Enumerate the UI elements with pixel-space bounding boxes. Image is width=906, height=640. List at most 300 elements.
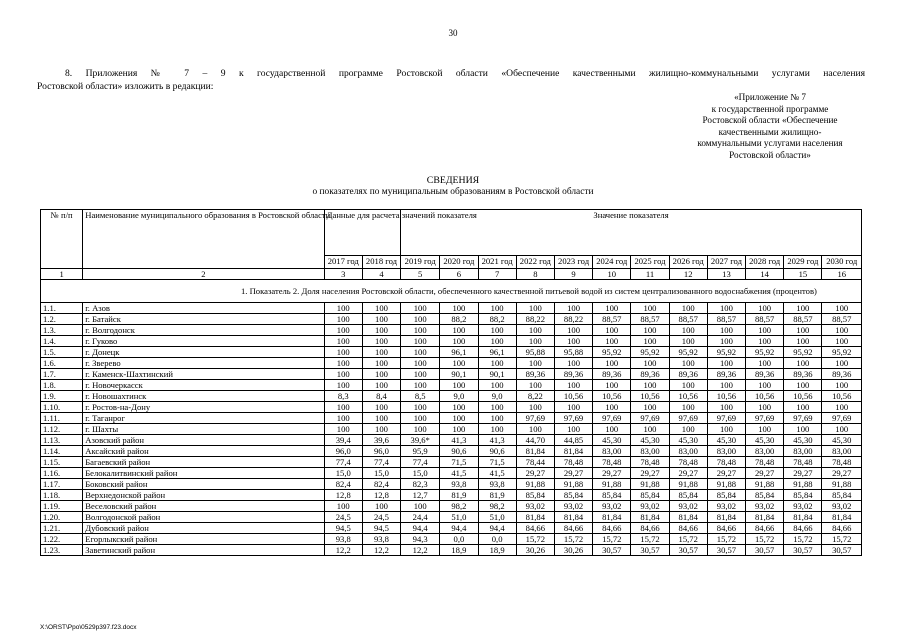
- value-cell: 100: [554, 303, 592, 314]
- value-cell: 71,5: [478, 457, 516, 468]
- value-cell: 12,7: [401, 490, 440, 501]
- municipality-name: Белокалитвинский район: [83, 468, 324, 479]
- value-cell: 90,6: [440, 446, 478, 457]
- value-cell: 78,48: [631, 457, 669, 468]
- value-cell: 90,1: [478, 369, 516, 380]
- value-cell: 30,57: [707, 545, 745, 556]
- value-cell: 82,4: [362, 479, 400, 490]
- table-row: [41, 435, 862, 446]
- value-cell: 81,84: [631, 512, 669, 523]
- header-base-data: Данные для расчета значений показателя: [324, 210, 400, 256]
- table-row: [41, 457, 862, 468]
- value-cell: 88,57: [707, 314, 745, 325]
- value-cell: 100: [593, 358, 631, 369]
- value-cell: 100: [554, 358, 592, 369]
- value-cell: 77,4: [401, 457, 440, 468]
- value-cell: 95,88: [516, 347, 554, 358]
- column-number: 1: [41, 269, 83, 280]
- value-cell: 100: [401, 413, 440, 424]
- table-row: [41, 391, 862, 402]
- value-cell: 45,30: [822, 435, 862, 446]
- value-cell: 0,0: [440, 534, 478, 545]
- value-cell: 93,02: [593, 501, 631, 512]
- appendix-line: Ростовской области»: [729, 149, 811, 160]
- value-cell: 100: [401, 314, 440, 325]
- value-cell: 100: [516, 325, 554, 336]
- value-cell: 100: [746, 424, 784, 435]
- table-row: [41, 479, 862, 490]
- year-header: 2017 год: [324, 256, 362, 269]
- indicators-table: [40, 209, 862, 556]
- value-cell: 100: [784, 358, 822, 369]
- value-cell: 84,66: [784, 523, 822, 534]
- value-cell: 100: [478, 303, 516, 314]
- value-cell: 100: [440, 358, 478, 369]
- municipality-name: г. Ростов-на-Дону: [83, 402, 324, 413]
- value-cell: 12,2: [362, 545, 400, 556]
- value-cell: 95,92: [746, 347, 784, 358]
- section-title: 1. Показатель 2. Доля населения Ростовской области, обеспеченного качественной питьевой водой из систем централизованного водоснабжения (процентов): [41, 280, 862, 303]
- value-cell: 97,69: [746, 413, 784, 424]
- value-cell: 100: [478, 336, 516, 347]
- value-cell: 100: [746, 336, 784, 347]
- value-cell: 30,57: [631, 545, 669, 556]
- value-cell: 100: [784, 325, 822, 336]
- row-number: 1.23.: [41, 545, 83, 556]
- value-cell: 10,56: [554, 391, 592, 402]
- table-row: [41, 424, 862, 435]
- appendix-line: Ростовской области «Обеспечение: [702, 115, 838, 126]
- row-number: 1.7.: [41, 369, 83, 380]
- year-header: 2020 год: [440, 256, 478, 269]
- value-cell: 100: [784, 424, 822, 435]
- value-cell: 88,57: [784, 314, 822, 325]
- value-cell: 100: [362, 369, 400, 380]
- value-cell: 95,92: [631, 347, 669, 358]
- table-row: [41, 523, 862, 534]
- municipality-name: Верхнедонской район: [83, 490, 324, 501]
- value-cell: 100: [554, 424, 592, 435]
- value-cell: 77,4: [362, 457, 400, 468]
- value-cell: 93,02: [707, 501, 745, 512]
- value-cell: 93,02: [746, 501, 784, 512]
- value-cell: 12,2: [324, 545, 362, 556]
- value-cell: 30,57: [746, 545, 784, 556]
- section-row: [41, 280, 862, 303]
- value-cell: 39,6: [362, 435, 400, 446]
- value-cell: 100: [401, 501, 440, 512]
- value-cell: 100: [707, 303, 745, 314]
- value-cell: 98,2: [478, 501, 516, 512]
- column-number: 9: [554, 269, 592, 280]
- municipality-name: Егорлыкский район: [83, 534, 324, 545]
- value-cell: 41,3: [440, 435, 478, 446]
- value-cell: 89,36: [822, 369, 862, 380]
- value-cell: 10,56: [593, 391, 631, 402]
- value-cell: 93,02: [784, 501, 822, 512]
- value-cell: 100: [478, 402, 516, 413]
- value-cell: 29,27: [593, 468, 631, 479]
- value-cell: 100: [822, 303, 862, 314]
- value-cell: 8,5: [401, 391, 440, 402]
- municipality-name: г. Таганрог: [83, 413, 324, 424]
- municipality-name: г. Каменск-Шахтинский: [83, 369, 324, 380]
- value-cell: 100: [516, 424, 554, 435]
- value-cell: 96,0: [324, 446, 362, 457]
- value-cell: 100: [707, 424, 745, 435]
- value-cell: 100: [746, 303, 784, 314]
- value-cell: 78,48: [746, 457, 784, 468]
- value-cell: 84,66: [631, 523, 669, 534]
- year-header: 2030 год: [822, 256, 862, 269]
- municipality-name: Волгодонской район: [83, 512, 324, 523]
- value-cell: 85,84: [746, 490, 784, 501]
- value-cell: 91,88: [746, 479, 784, 490]
- value-cell: 84,66: [746, 523, 784, 534]
- value-cell: 100: [478, 424, 516, 435]
- value-cell: 89,36: [784, 369, 822, 380]
- value-cell: 41,5: [478, 468, 516, 479]
- year-header: 2023 год: [554, 256, 592, 269]
- value-cell: 100: [362, 303, 400, 314]
- value-cell: 81,9: [478, 490, 516, 501]
- document-title: СВЕДЕНИЯ: [426, 175, 480, 186]
- value-cell: 84,66: [669, 523, 707, 534]
- value-cell: 89,36: [669, 369, 707, 380]
- year-header: 2019 год: [401, 256, 440, 269]
- value-cell: 18,9: [478, 545, 516, 556]
- header-number: № п/п: [41, 210, 83, 269]
- value-cell: 100: [822, 402, 862, 413]
- value-cell: 100: [362, 358, 400, 369]
- value-cell: 100: [401, 303, 440, 314]
- row-number: 1.6.: [41, 358, 83, 369]
- municipality-name: г. Донецк: [83, 347, 324, 358]
- value-cell: 90,1: [440, 369, 478, 380]
- value-cell: 85,84: [822, 490, 862, 501]
- value-cell: 100: [478, 325, 516, 336]
- value-cell: 83,00: [707, 446, 745, 457]
- value-cell: 18,9: [440, 545, 478, 556]
- value-cell: 96,1: [478, 347, 516, 358]
- value-cell: 100: [746, 358, 784, 369]
- value-cell: 100: [516, 336, 554, 347]
- value-cell: 100: [440, 336, 478, 347]
- intro-line-2: Ростовской области» изложить в редакции:: [37, 81, 214, 92]
- value-cell: 94,4: [440, 523, 478, 534]
- table-row: [41, 512, 862, 523]
- value-cell: 81,84: [707, 512, 745, 523]
- row-number: 1.14.: [41, 446, 83, 457]
- row-number: 1.15.: [41, 457, 83, 468]
- row-number: 1.19.: [41, 501, 83, 512]
- value-cell: 29,27: [822, 468, 862, 479]
- value-cell: 100: [593, 380, 631, 391]
- year-header: 2026 год: [669, 256, 707, 269]
- value-cell: 78,48: [822, 457, 862, 468]
- value-cell: 100: [593, 325, 631, 336]
- value-cell: 100: [746, 380, 784, 391]
- value-cell: 0,0: [478, 534, 516, 545]
- value-cell: 100: [822, 336, 862, 347]
- value-cell: 100: [401, 402, 440, 413]
- value-cell: 100: [746, 402, 784, 413]
- value-cell: 15,72: [593, 534, 631, 545]
- value-cell: 100: [554, 325, 592, 336]
- appendix-line: коммунальными услугами населения: [697, 138, 843, 149]
- value-cell: 100: [707, 358, 745, 369]
- value-cell: 91,88: [631, 479, 669, 490]
- value-cell: 100: [707, 402, 745, 413]
- value-cell: 94,3: [401, 534, 440, 545]
- municipality-name: Багаевский район: [83, 457, 324, 468]
- row-number: 1.18.: [41, 490, 83, 501]
- value-cell: 88,57: [593, 314, 631, 325]
- value-cell: 30,57: [822, 545, 862, 556]
- value-cell: 100: [440, 325, 478, 336]
- value-cell: 100: [362, 325, 400, 336]
- value-cell: 45,30: [784, 435, 822, 446]
- value-cell: 100: [362, 347, 400, 358]
- value-cell: 100: [401, 369, 440, 380]
- value-cell: 81,84: [516, 512, 554, 523]
- value-cell: 100: [554, 336, 592, 347]
- table-row: [41, 358, 862, 369]
- value-cell: 45,30: [707, 435, 745, 446]
- value-cell: 81,84: [593, 512, 631, 523]
- value-cell: 82,4: [324, 479, 362, 490]
- row-number: 1.1.: [41, 303, 83, 314]
- value-cell: 30,57: [593, 545, 631, 556]
- value-cell: 100: [554, 380, 592, 391]
- value-cell: 91,88: [554, 479, 592, 490]
- value-cell: 100: [746, 325, 784, 336]
- value-cell: 100: [669, 402, 707, 413]
- municipality-name: Азовский район: [83, 435, 324, 446]
- value-cell: 96,1: [440, 347, 478, 358]
- value-cell: 100: [707, 336, 745, 347]
- column-number: 16: [822, 269, 862, 280]
- value-cell: 100: [324, 303, 362, 314]
- row-number: 1.12.: [41, 424, 83, 435]
- value-cell: 15,0: [401, 468, 440, 479]
- year-header: 2025 год: [631, 256, 669, 269]
- value-cell: 78,48: [554, 457, 592, 468]
- value-cell: 9,0: [440, 391, 478, 402]
- value-cell: 88,57: [746, 314, 784, 325]
- value-cell: 90,6: [478, 446, 516, 457]
- value-cell: 93,02: [669, 501, 707, 512]
- value-cell: 100: [593, 424, 631, 435]
- value-cell: 100: [362, 314, 400, 325]
- value-cell: 97,69: [822, 413, 862, 424]
- row-number: 1.16.: [41, 468, 83, 479]
- value-cell: 100: [401, 424, 440, 435]
- value-cell: 81,84: [516, 446, 554, 457]
- year-header: 2018 год: [362, 256, 400, 269]
- table-row: [41, 314, 862, 325]
- value-cell: 81,84: [669, 512, 707, 523]
- value-cell: 96,0: [362, 446, 400, 457]
- value-cell: 100: [324, 358, 362, 369]
- value-cell: 100: [822, 380, 862, 391]
- column-number: 7: [478, 269, 516, 280]
- value-cell: 93,8: [324, 534, 362, 545]
- value-cell: 29,27: [631, 468, 669, 479]
- value-cell: 44,85: [554, 435, 592, 446]
- year-header: 2029 год: [784, 256, 822, 269]
- value-cell: 100: [440, 303, 478, 314]
- value-cell: 100: [669, 325, 707, 336]
- value-cell: 10,56: [707, 391, 745, 402]
- value-cell: 100: [707, 325, 745, 336]
- value-cell: 45,30: [593, 435, 631, 446]
- row-number: 1.21.: [41, 523, 83, 534]
- value-cell: 95,88: [554, 347, 592, 358]
- value-cell: 94,5: [362, 523, 400, 534]
- value-cell: 100: [631, 336, 669, 347]
- value-cell: 91,88: [669, 479, 707, 490]
- value-cell: 98,2: [440, 501, 478, 512]
- value-cell: 24,5: [324, 512, 362, 523]
- value-cell: 24,5: [362, 512, 400, 523]
- value-cell: 97,69: [516, 413, 554, 424]
- page-number: 30: [448, 28, 458, 38]
- municipality-name: г. Волгодонск: [83, 325, 324, 336]
- value-cell: 29,27: [707, 468, 745, 479]
- municipality-name: г. Гуково: [83, 336, 324, 347]
- value-cell: 15,72: [554, 534, 592, 545]
- year-header: 2028 год: [746, 256, 784, 269]
- table-row: [41, 545, 862, 556]
- value-cell: 100: [324, 424, 362, 435]
- value-cell: 15,0: [362, 468, 400, 479]
- municipality-name: Веселовский район: [83, 501, 324, 512]
- value-cell: 91,88: [784, 479, 822, 490]
- value-cell: 100: [631, 303, 669, 314]
- intro-line-1: 8. Приложения № 7 – 9 к государственной программе Ростовской области «Обеспечение качественными жилищно-коммунальными услугами населения: [65, 68, 865, 79]
- value-cell: 81,84: [746, 512, 784, 523]
- header-name: Наименование муниципального образования в Ростовской области: [83, 210, 324, 269]
- value-cell: 100: [440, 424, 478, 435]
- value-cell: 91,88: [593, 479, 631, 490]
- municipality-name: г. Новошахтинск: [83, 391, 324, 402]
- value-cell: 83,00: [746, 446, 784, 457]
- column-number: 6: [440, 269, 478, 280]
- municipality-name: Дубовский район: [83, 523, 324, 534]
- value-cell: 100: [401, 347, 440, 358]
- value-cell: 84,66: [707, 523, 745, 534]
- value-cell: 88,57: [822, 314, 862, 325]
- value-cell: 89,36: [593, 369, 631, 380]
- value-cell: 97,69: [707, 413, 745, 424]
- value-cell: 95,92: [822, 347, 862, 358]
- value-cell: 100: [362, 336, 400, 347]
- row-number: 1.8.: [41, 380, 83, 391]
- year-header: 2022 год: [516, 256, 554, 269]
- value-cell: 100: [516, 380, 554, 391]
- value-cell: 100: [324, 402, 362, 413]
- value-cell: 100: [324, 501, 362, 512]
- row-number: 1.17.: [41, 479, 83, 490]
- row-number: 1.3.: [41, 325, 83, 336]
- value-cell: 85,84: [784, 490, 822, 501]
- value-cell: 30,26: [516, 545, 554, 556]
- value-cell: 100: [478, 413, 516, 424]
- value-cell: 81,84: [554, 512, 592, 523]
- value-cell: 8,4: [362, 391, 400, 402]
- value-cell: 100: [478, 358, 516, 369]
- value-cell: 93,8: [440, 479, 478, 490]
- row-number: 1.11.: [41, 413, 83, 424]
- value-cell: 29,27: [554, 468, 592, 479]
- value-cell: 93,8: [478, 479, 516, 490]
- value-cell: 78,44: [516, 457, 554, 468]
- value-cell: 97,69: [554, 413, 592, 424]
- value-cell: 100: [324, 413, 362, 424]
- value-cell: 100: [631, 380, 669, 391]
- value-cell: 10,56: [631, 391, 669, 402]
- municipality-name: г. Новочеркасск: [83, 380, 324, 391]
- value-cell: 85,84: [631, 490, 669, 501]
- value-cell: 8,3: [324, 391, 362, 402]
- value-cell: 88,2: [440, 314, 478, 325]
- value-cell: 12,8: [362, 490, 400, 501]
- column-number: 5: [401, 269, 440, 280]
- row-number: 1.4.: [41, 336, 83, 347]
- year-header: 2021 год: [478, 256, 516, 269]
- table-row: [41, 325, 862, 336]
- value-cell: 30,57: [784, 545, 822, 556]
- value-cell: 88,2: [478, 314, 516, 325]
- value-cell: 15,72: [784, 534, 822, 545]
- row-number: 1.2.: [41, 314, 83, 325]
- column-number: 15: [784, 269, 822, 280]
- value-cell: 95,9: [401, 446, 440, 457]
- value-cell: 100: [784, 380, 822, 391]
- value-cell: 100: [516, 358, 554, 369]
- value-cell: 85,84: [669, 490, 707, 501]
- value-cell: 8,22: [516, 391, 554, 402]
- value-cell: 100: [593, 402, 631, 413]
- column-number: 10: [593, 269, 631, 280]
- value-cell: 91,88: [822, 479, 862, 490]
- row-number: 1.22.: [41, 534, 83, 545]
- value-cell: 100: [440, 413, 478, 424]
- value-cell: 44,70: [516, 435, 554, 446]
- value-cell: 100: [324, 347, 362, 358]
- value-cell: 100: [593, 303, 631, 314]
- value-cell: 100: [822, 358, 862, 369]
- value-cell: 89,36: [707, 369, 745, 380]
- value-cell: 45,30: [631, 435, 669, 446]
- value-cell: 95,92: [707, 347, 745, 358]
- value-cell: 84,66: [516, 523, 554, 534]
- table-row: [41, 347, 862, 358]
- value-cell: 71,5: [440, 457, 478, 468]
- value-cell: 88,57: [669, 314, 707, 325]
- value-cell: 88,57: [631, 314, 669, 325]
- municipality-name: г. Батайск: [83, 314, 324, 325]
- value-cell: 81,84: [784, 512, 822, 523]
- value-cell: 45,30: [669, 435, 707, 446]
- value-cell: 15,72: [746, 534, 784, 545]
- value-cell: 94,4: [478, 523, 516, 534]
- table-row: [41, 468, 862, 479]
- value-cell: 93,02: [554, 501, 592, 512]
- value-cell: 100: [362, 501, 400, 512]
- value-cell: 100: [516, 303, 554, 314]
